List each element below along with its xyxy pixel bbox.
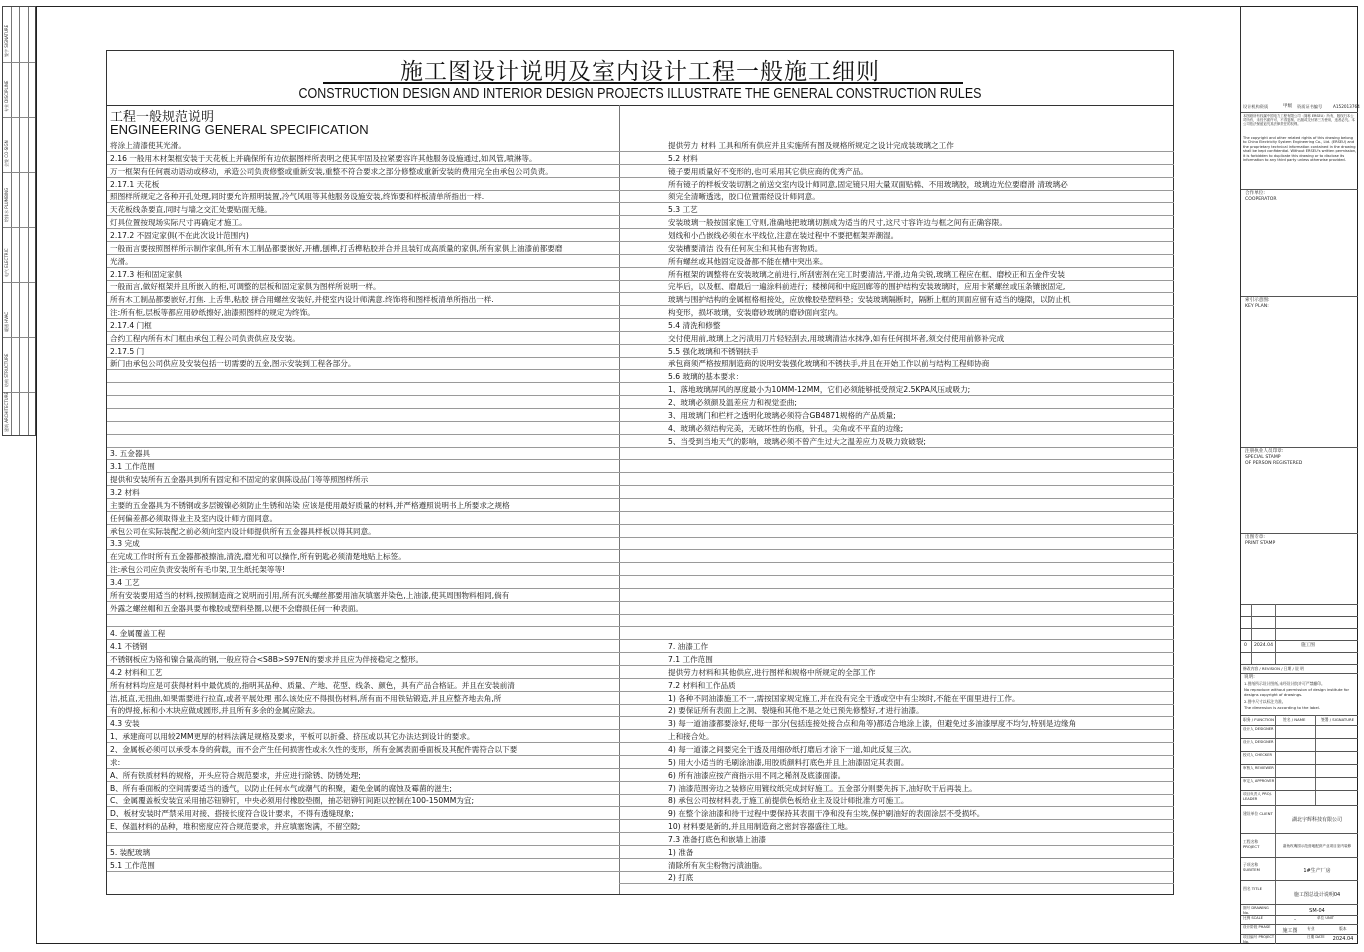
revision-desc: 施工图	[1301, 643, 1315, 648]
phase-value: 施工图	[1282, 928, 1298, 934]
countersign-strip	[2, 6, 36, 436]
special-stamp-en2: OF PERSON REGISTERED	[1245, 461, 1303, 466]
right-spec-line	[619, 473, 1174, 486]
right-spec-line: 5.3 工艺	[619, 203, 1174, 216]
left-spec-line: 3.2 材料	[107, 486, 619, 499]
right-spec-line	[619, 499, 1174, 512]
right-spec-line: 提供劳力 材料 工具和所有供应并且实施所有图及规格所规定之设计完成装玻璃之工作	[619, 139, 1174, 152]
strip-label: 专业 DISCIPLINE	[4, 80, 9, 112]
notes-2: No reproduce without permission of design institute for designs copyright of drawings.	[1244, 687, 1350, 698]
right-spec-line: 5.2 材料	[619, 152, 1174, 165]
date-value: 2024.04	[1332, 936, 1354, 942]
left-spec-line: 4.3 安装	[107, 717, 619, 730]
notes-1: 1.图纸所示设计图纸,未经设计院许可严禁翻印。	[1244, 681, 1325, 686]
right-spec-line	[619, 614, 1174, 627]
seal-text: 专业	[1307, 926, 1315, 931]
right-spec-line: 6) 所有油漆应按产商指示用不同之稀剂及底漆面漆。	[619, 769, 1174, 782]
left-spec-line: 2.16 一般用木材架框安装于天花板上并确保所有边依据图样所表明之使其牢固及拉紧要容许其他服务设施通过,如风管,喷淋等。	[107, 152, 619, 165]
left-spec-line: 1、承建商可以用较2MM更厚的材料法满足规格及要求，平板可以折叠、挤压或以其它办法达到设计的要求。	[107, 730, 619, 743]
left-spec-line: 所有材料均应是可获得材料中最优质的,指明其品种、质量、产地、花型、线条、颜色，具有产品合格证。并且在安装前清	[107, 679, 619, 692]
cert-label: 设计机构资质	[1243, 104, 1269, 109]
left-spec-line: 所有木工制品都要嵌好,打焦. 上舌隼,粘胶 拼合用螺丝安装好,并使室内设计师满意.终饰将和图样板清单所指出一样.	[107, 293, 619, 306]
project-value: 嘉鱼玫瑰园示范营地配套产业项目室内装修	[1282, 844, 1352, 848]
left-spec-line	[107, 383, 619, 396]
role-checker: 校对人 CHECKER	[1243, 753, 1273, 757]
right-spec-line: 完毕后，以及框、磨最后一遍涂料前进行；楼梯间和中庭回廊等的围护结构安装玻璃时，应用卡紧螺丝或压条镶嵌固定,	[619, 280, 1174, 293]
special-stamp-en: SPECIAL STAMP	[1245, 455, 1281, 460]
left-spec-line: 3.3 完成	[107, 537, 619, 550]
left-spec-line: 求:	[107, 756, 619, 769]
right-spec-line	[619, 460, 1174, 473]
right-spec-line	[619, 563, 1174, 576]
left-spec-line: 有的焊接,标和小木块应做成圆形,并且所有多余的金属应除去。	[107, 704, 619, 717]
right-spec-line: 所有镜子的样板安装切割之前送交室内设计师同意,固定镜只用大量双面贴棉、不用玻璃胶，玻璃边光位要磨滑 清玻璃必	[619, 178, 1174, 191]
left-spec-line: 洁,抵直,无扭曲,如果需要进行拉直,或者平展处理 那么该处应不得损伤材料,所有而不用铁钻锻造,并且应整齐地去角,所	[107, 692, 619, 705]
cert-no: A152013764	[1333, 104, 1360, 109]
client-label: 建设单位 CLIENT	[1243, 811, 1273, 816]
right-spec-line: 安装槽要清洁 没有任何灰尘和其他有害物质。	[619, 242, 1174, 255]
body-top-rule	[107, 105, 1173, 106]
right-spec-line: 9) 在整个涂油漆和待干过程中要保持其表面干净和没有尘埃,保护刷油好的表面涂层不受损坏。	[619, 807, 1174, 820]
right-spec-line: 5.4 清洗和修整	[619, 319, 1174, 332]
sign-header: 签署 / SIGNATURE	[1321, 717, 1355, 722]
right-spec-line: 安装玻璃一般按国家施工守则,准确地把玻璃切割成为适当的尺寸,这尺寸容许边与框之间有正确容限。	[619, 216, 1174, 229]
notes-title: 说明:	[1244, 675, 1255, 680]
right-spec-line	[619, 589, 1174, 602]
revision-header: 修改内容 / REVISION / 日期 / 说 明	[1243, 666, 1304, 671]
right-spec-line: 4) 每一道漆之间要完全干透及用细砂纸打磨后才涂下一道,如此反复三次。	[619, 743, 1174, 756]
right-spec-line: 1) 各种不同油漆施工不一,需按国家规定施工,并在没有完全干透或空中有尘埃时,不能在平面里进行工作。	[619, 692, 1174, 705]
left-spec-line: 2.17.2 不固定家俱(不在此次设计范围内)	[107, 229, 619, 242]
left-spec-line: 2.17.4 门框	[107, 319, 619, 332]
copyright-cn: 本图纸所有权属中国电力工程有限公司（简称 ERSEU）所有，版权归本公司所有，未经书面许可，不得复制、出版或交付第三方使用，违者必究。本公司依法保留追究其法律责任的权利。	[1243, 114, 1355, 127]
page-title-en: CONSTRUCTION DESIGN AND INTERIOR DESIGN PROJECTS ILLUSTRATE THE GENERAL CONSTRUCTION RULES	[298, 86, 982, 102]
copyright-en: The copyright and other related rights of this drawing belong to China Electricity System Engineering Co., Ltd. (ERSEU) and the proprietary technical information contained in the drawing shall be kept confidential. Without ERSEU's written permission, it is forbidden to duplicate this drawing or to disclose its information to any third party unless otherwise provided.	[1243, 136, 1357, 163]
unit-label: 单位 UNIT	[1317, 916, 1334, 920]
cert-no-label: 资质证书编号	[1297, 104, 1323, 109]
left-spec-line: 4.1 不锈钢	[107, 640, 619, 653]
role-designer: 设计人 DESIGNER	[1243, 727, 1274, 731]
role-header: 职务 / FUNCTION	[1243, 717, 1275, 722]
notes-4: The dimension is according to the label.	[1244, 705, 1321, 710]
notes-3: 2.图中尺寸以标注为准。	[1244, 699, 1286, 704]
print-stamp-cn: 出图专章:	[1245, 535, 1265, 540]
left-spec-line: 2.17.5 门	[107, 345, 619, 358]
client-value: 湖北宇辉科技有限公司	[1291, 817, 1342, 823]
left-spec-line	[107, 409, 619, 422]
right-spec-line: 构变形，损坏玻璃，安装磨砂玻璃的磨砂面向室内。	[619, 306, 1174, 319]
role-designer-2: 设计人 DESIGNER	[1243, 740, 1274, 744]
special-stamp-cn: 注册执业人员印章:	[1245, 449, 1284, 454]
left-spec-line: 3.1 工作范围	[107, 460, 619, 473]
right-spec-line: 2) 要保证所有表面上之洞、裂缝和其他不是之处已预先修整好,才进行油漆。	[619, 704, 1174, 717]
name-header: 姓名 / NAME	[1283, 717, 1306, 722]
cert-grade: 甲级	[1283, 104, 1293, 109]
left-spec-line: E、保温材料的品种，堆积密度应符合规范要求，并应填塞饱满，不留空隙;	[107, 820, 619, 833]
left-spec-line: 天花板线条要直,同时与墙之交汇处要贴面无缝。	[107, 203, 619, 216]
left-spec-line: 灯具位置按现场实际尺寸再确定才施工。	[107, 216, 619, 229]
right-spec-line: 10) 材料要是新的,并且用制造商之密封容器盛往工地。	[619, 820, 1174, 833]
right-spec-line: 1、落地玻璃屏风的厚度最小为10MM-12MM，它们必须能够抵受预定2.5KPA风压或吸力;	[619, 383, 1174, 396]
left-spec-line: 外露之螺丝帽和五金器具要布橡胶或塑料垫圈,以便不会磨损任何一种表面。	[107, 602, 619, 615]
left-spec-line: 新门由承包公司供应及安装包括一切需要的五金,图示安装到工程各部分。	[107, 357, 619, 370]
left-spec-line: 合约工程内所有木门框由承包工程公司负责供应及安装。	[107, 332, 619, 345]
subitem-value: 1#生产厂房	[1303, 868, 1331, 874]
left-spec-line: B、所有垂面板的空间需要适当的透气，以防止任何水气或潮气的积聚，避免金属的腐蚀及霉菌的滋生;	[107, 782, 619, 795]
left-spec-line: 3.4 工艺	[107, 576, 619, 589]
revision-no: 0	[1244, 643, 1247, 648]
right-spec-line	[619, 550, 1174, 563]
left-spec-line: 一般而言,做好框架并且所嵌入的柜,可调整的层板和固定家俱为图样所说明一样。	[107, 280, 619, 293]
phase-label: 设计阶段 PHASE	[1243, 925, 1271, 929]
right-spec-line: 5、当受到当地天气的影响，玻璃必须不曾产生过大之温差应力及吸力致破裂;	[619, 435, 1174, 448]
left-spec-line: 任何偏差都必须取得业主及室内设计师方面同意。	[107, 512, 619, 525]
right-spec-line: 交付使用前,玻璃上之污渍用刀片轻轻刮去,用玻璃清洁水抹净,如有任何损坏者,须交付使用前修补完成	[619, 332, 1174, 345]
right-spec-line: 2) 打底	[619, 871, 1174, 884]
right-spec-line: 7.3 准备打底色和嵌墙上油漆	[619, 833, 1174, 846]
right-spec-line: 1) 准备	[619, 846, 1174, 859]
section-heading-cn: 工程一般规范说明	[110, 110, 215, 125]
left-spec-line: 万一框架有任何震动语动或移动，承造公司负责修整或重新安装,重整不符合要求之部分修整或重新安装的费用完全由承包公司负责。	[107, 165, 619, 178]
left-spec-line: 4.2 材料和工艺	[107, 666, 619, 679]
strip-label: 签字 SIGNATURE	[4, 24, 9, 57]
left-spec-line: 所有安装要用适当的材料,按照制造商之说明而引用,所有沉头螺丝都要用油灰填塞并染色,上油漆,使其周围物料相同,倘有	[107, 589, 619, 602]
left-spec-line: 5. 装配玻璃	[107, 846, 619, 859]
drawing-no-value: SM-04	[1309, 908, 1325, 914]
right-spec-line: 3、用玻璃门和栏杆之透明化玻璃必须符合GB4871规格的产品质量;	[619, 409, 1174, 422]
left-spec-line: 一般而言要按照图样所示制作家俱,所有木工制品都要嵌好,开槽,刨榫,打舌榫粘胶并合并且装钉成高质量的家俱,所有家俱上油漆前都要磨	[107, 242, 619, 255]
left-spec-line: 不锈钢板应为铬和镍合量高的钢,一般应符合<S8B>S97EN的要求并且应为伴接稳定之整形。	[107, 653, 619, 666]
right-spec-line: 上和接合处。	[619, 730, 1174, 743]
right-spec-line: 7) 油漆范围旁边之装修应用镀纹纸完成封好施工。五金部分则要先拆下,油好吹干后再装上。	[619, 782, 1174, 795]
right-spec-line	[619, 512, 1174, 525]
strip-label: 给排水 PLUMBING	[4, 187, 9, 222]
left-spec-line: 主要的五金器具为不锈钢或多层镀镍必须防止生锈和站染 应该是使用最好质量的材料,并严格遵照说明书上所要求之规格	[107, 499, 619, 512]
strip-label: 电气 ELECTRIC	[4, 248, 9, 277]
left-spec-line: 2.17.1 天花板	[107, 178, 619, 191]
left-spec-line	[107, 435, 619, 448]
print-stamp-en: PRINT STAMP	[1245, 541, 1276, 546]
title-block	[1240, 6, 1358, 944]
cooperator-en: COOPERATOR	[1245, 197, 1277, 202]
left-spec-line: 4. 金属覆盖工程	[107, 627, 619, 640]
right-spec-line: 7.1 工作范围	[619, 653, 1174, 666]
project-no-label: 项目编号 PROJECT No.	[1243, 935, 1275, 945]
title-label: 图名 TITLE	[1243, 886, 1263, 891]
scale-label: 比例 SCALE	[1243, 916, 1263, 920]
role-approver: 审定人 APPROVER	[1243, 779, 1275, 783]
left-spec-line: A、所有铁质材料的规格，开头应符合规范要求，并应进行除锈、防锈处理;	[107, 769, 619, 782]
left-spec-line: 注:承包公司应负责安装所有毛巾架,卫生纸托架等等!	[107, 563, 619, 576]
role-proj-leader: 项目负责人 PROJ. LEADER	[1243, 792, 1272, 802]
left-spec-line	[107, 422, 619, 435]
right-spec-line: 3) 每一道油漆都要涂好,使每一部分(包括连接处接合点和角等)都适合地涂上漆，但避免过多油漆厚度不均匀,特别是边缘角	[619, 717, 1174, 730]
right-spec-line: 玻璃与围护结构的金属框格相接处，应放橡胶垫塑料垫；安装玻璃隔断时，隔断上框的顶面应留有适当的缝隙，以防止机	[619, 293, 1174, 306]
scale-value: -	[1294, 917, 1296, 923]
right-spec-line	[619, 537, 1174, 550]
keyplan-en: KEY PLAN:	[1245, 304, 1269, 309]
left-spec-line: 光滑。	[107, 255, 619, 268]
date-label: 日期 DATE	[1307, 935, 1325, 939]
title-underline	[323, 82, 963, 84]
subitem-label: 子项名称 SUBITEM	[1243, 862, 1260, 873]
left-spec-line: 2、金属板必须可以承受本身的荷载，而不会产生任何损害性或永久性的变形，所有金属表面垂面板及其配件需符合以下要	[107, 743, 619, 756]
left-spec-line: D、板材安装时严禁采用对接、搭接长度符合设计要求，不得有透缝现象;	[107, 807, 619, 820]
right-spec-line: 7.2 材料和工作品质	[619, 679, 1174, 692]
right-spec-line: 5.5 强化玻璃和不锈钢扶手	[619, 345, 1174, 358]
project-label: 工程名称 PROJECT	[1243, 839, 1260, 850]
cooperator-cn: 合作单位:	[1245, 191, 1265, 196]
version-label: 版本	[1339, 926, 1347, 931]
strip-label: 结构 STRUCTURE	[4, 353, 9, 387]
left-spec-line: 2.17.3 柜和固定家俱	[107, 268, 619, 281]
right-spec-line	[619, 602, 1174, 615]
drawing-no-label: 图号 DRAWING No.	[1243, 906, 1269, 916]
left-spec-line	[107, 614, 619, 627]
right-spec-line: 5.6 玻璃的基本要求：	[619, 370, 1174, 383]
strip-label: 会签 CO-SIGN	[4, 140, 9, 167]
role-reviewer: 审核人 REVIEWER	[1243, 766, 1274, 770]
keyplan-cn: 索引示意图:	[1245, 298, 1270, 303]
right-spec-line: 7. 油漆工作	[619, 640, 1174, 653]
left-spec-line: 承包公司在实际装配之前必须向室内设计师提供所有五金器具样板以得其同意。	[107, 525, 619, 538]
strip-label: 暖通 HVAC	[4, 311, 9, 332]
right-spec-line	[619, 627, 1174, 640]
right-spec-line: 划线和小凸嵌线必须在水平线位,注意在装过程中不要把框架弄潮湿。	[619, 229, 1174, 242]
left-spec-line: 注:所有柜,层板等都应用砂纸擦好,油漆照图样的规定为终饰。	[107, 306, 619, 319]
left-spec-line: 3. 五金器具	[107, 447, 619, 460]
section-heading-en: ENGINEERING GENERAL SPECIFICATION	[110, 122, 369, 137]
left-spec-line	[107, 833, 619, 846]
left-spec-line: 5.1 工作范围	[107, 859, 619, 872]
right-spec-line: 镜子要用质量好不变形的,也可采用其它供应商的优秀产品。	[619, 165, 1174, 178]
left-spec-line	[107, 396, 619, 409]
right-spec-line: 承包商须严格按照制造商的说明安装强化玻璃和不锈扶手,并且在开始工作以前与结构工程师协商	[619, 357, 1174, 370]
right-spec-line: 5) 用大小适当的毛刷涂油漆,用胶质颜料打底色并且上油漆固定其表面。	[619, 756, 1174, 769]
right-spec-line: 2、玻璃必须颜及温差应力和视觉歪曲;	[619, 396, 1174, 409]
title-value: 施工图总设计说明04	[1293, 892, 1341, 898]
strip-label: 建筑 ARCHITECTURE	[4, 391, 9, 432]
left-spec-line: 照图样所规定之各种开孔处理,同时要允许照明装置,冷气风咀等其他服务设施安装,终饰要和样板清单所指出一样.	[107, 190, 619, 203]
right-spec-line	[619, 486, 1174, 499]
right-spec-line	[619, 576, 1174, 589]
right-spec-line: 所有框架的调整将在安装玻璃之前进行,所刮密剂在完工时要清洁,平滑,边角尖锐,玻璃工程应在框、磨校正和五金件安装	[619, 268, 1174, 281]
left-spec-line: 在完成工作时所有五金器都被擦油,清洗,磨光和可以操作,所有钥匙必须清楚地贴上标签。	[107, 550, 619, 563]
revision-date: 2024.04	[1254, 643, 1273, 648]
right-spec-line	[619, 447, 1174, 460]
left-spec-line: 将涂上清漆使其光滑。	[107, 139, 619, 152]
right-spec-line	[619, 525, 1174, 538]
left-spec-line: C、金属覆盖板安装宜采用抽芯钮铆钉，中央必须用付橡胶垫圈，抽芯铝铆钉间距以控制在100-150MM为宜;	[107, 794, 619, 807]
right-spec-line: 所有螺丝或其他固定设备都不能在槽中突出来。	[619, 255, 1174, 268]
right-spec-line: 须完全清晰透选，胶口位置需经设计师同意。	[619, 190, 1174, 203]
right-spec-line: 4、玻璃必须结构完美，无破坏性的伤痕，针孔，尖角或不平直的边缘;	[619, 422, 1174, 435]
left-spec-line: 提供和安装所有五金器具到所有固定和不固定的家俱陈设品门等等照图样所示	[107, 473, 619, 486]
spec-sheet	[106, 50, 1174, 895]
left-spec-line	[107, 370, 619, 383]
page-title-cn: 施工图设计说明及室内设计工程一般施工细则	[400, 59, 880, 85]
right-spec-line: 提供劳力材料和其他供应,进行图样和规格中所规定的全部工作	[619, 666, 1174, 679]
right-spec-line: 清除所有灰尘粉物污渍油脂。	[619, 859, 1174, 872]
right-spec-line: 8) 承包公司按材料表,于施工前提供色板给业主及设计师批准方可施工。	[619, 794, 1174, 807]
